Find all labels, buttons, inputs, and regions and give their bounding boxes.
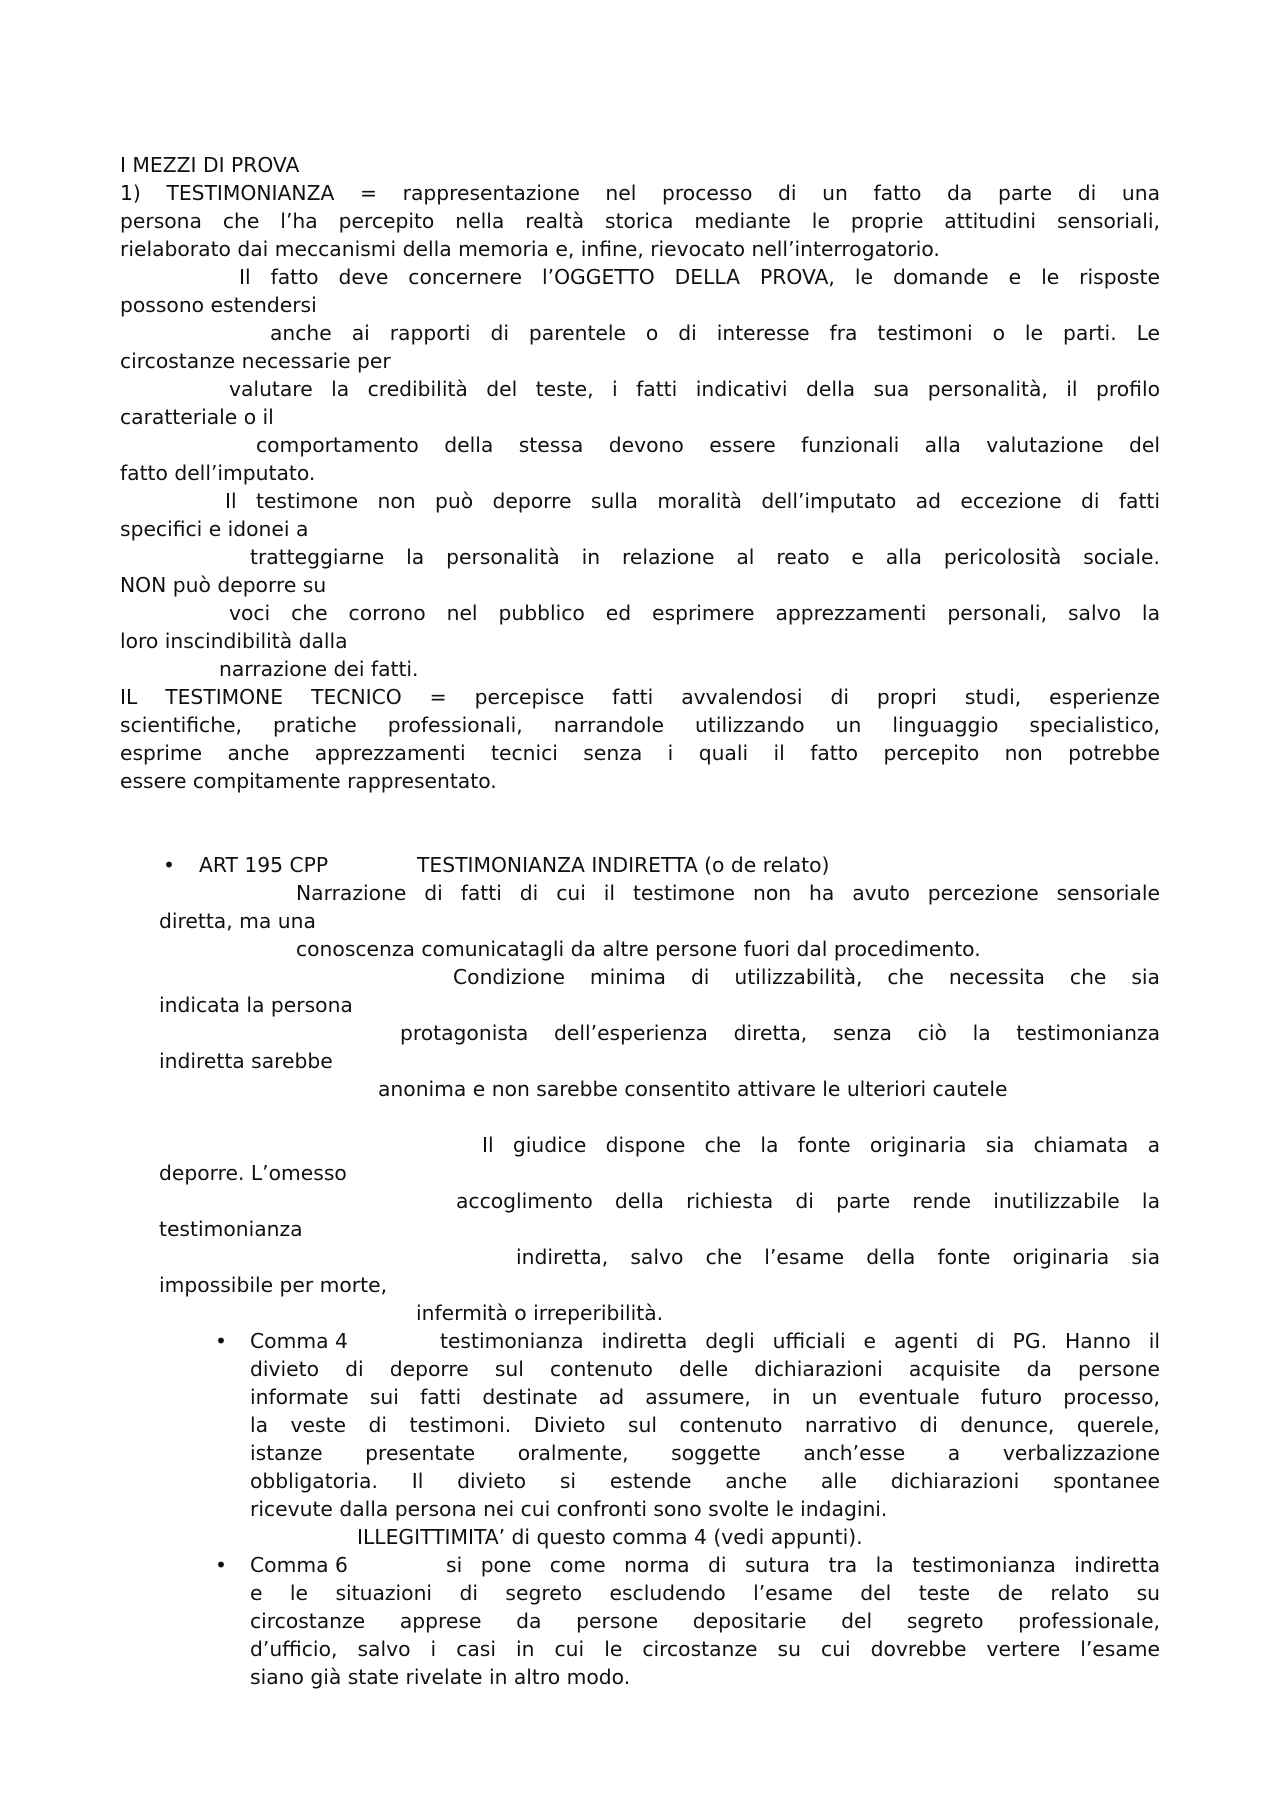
text-line: persona che l’ha percepito nella realtà storica mediante le proprie attitudini sensoriali, (120, 209, 1160, 233)
text-line: Narrazione di fatti di cui il testimone non ha avuto percezione sensoriale (296, 881, 1160, 905)
text-line: comportamento della stessa devono essere funzionali alla valutazione del (256, 433, 1160, 457)
blank-line (120, 795, 1160, 823)
bullet-label: Comma 4 (250, 1329, 348, 1353)
text-line: IL TESTIMONE TECNICO = percepisce fatti avvalendosi di propri studi, esperienze (120, 685, 1160, 709)
text-line: Il fatto deve concernere l’OGGETTO DELLA PROVA, le domande e le risposte (239, 265, 1160, 289)
text-line: anonima e non sarebbe consentito attivare le ulteriori cautele (378, 1077, 1008, 1101)
text-line: rielaborato dai meccanismi della memoria e, infine, rievocato nell’interrogatorio. (120, 237, 940, 261)
text-line: la veste di testimoni. Divieto sul contenuto narrativo di denunce, querele, (250, 1413, 1160, 1437)
text-line: ILLEGITTIMITA’ di questo comma 4 (vedi appunti). (357, 1525, 863, 1549)
text-line: Condizione minima di utilizzabilità, che necessita che sia (453, 965, 1160, 989)
text-line: scientifiche, pratiche professionali, narrandole utilizzando un linguaggio specialistico, (120, 713, 1160, 737)
text-line: diretta, ma una (159, 909, 316, 933)
text-line: ricevute dalla persona nei cui confronti sono svolte le indagini. (250, 1497, 888, 1521)
text-line: accoglimento della richiesta di parte rende inutilizzabile la (456, 1189, 1160, 1213)
text-line: caratteriale o il (120, 405, 274, 429)
text-line: specifici e idonei a (120, 517, 309, 541)
bullet-item (0, 1551, 1160, 1579)
text-line: valutare la credibilità del teste, i fatti indicativi della sua personalità, il profilo (229, 377, 1160, 401)
bullet-label: Comma 6 (250, 1553, 348, 1577)
text-line: testimonianza (159, 1217, 303, 1241)
text-line: Il giudice dispone che la fonte originaria sia chiamata a (482, 1133, 1160, 1157)
bullet-icon: • (215, 1329, 227, 1353)
bullet-item (0, 1327, 1160, 1355)
text-line: loro inscindibilità dalla (120, 629, 348, 653)
bullet-icon: • (215, 1553, 227, 1577)
text-line: possono estendersi (120, 293, 317, 317)
text-line: indiretta, salvo che l’esame della fonte originaria sia (516, 1245, 1160, 1269)
text-line: tratteggiarne la personalità in relazione al reato e alla pericolosità sociale. (250, 545, 1160, 569)
text-line: impossibile per morte, (159, 1273, 388, 1297)
document-page (0, 151, 1280, 1691)
text-line: essere compitamente rappresentato. (120, 769, 497, 793)
blank-line (120, 1103, 1160, 1131)
text-line: protagonista dell’esperienza diretta, senza ciò la testimonianza (400, 1021, 1160, 1045)
text-line: anche ai rapporti di parentele o di interesse fra testimoni o le parti. Le (270, 321, 1160, 345)
bullet-text: testimonianza indiretta degli ufficiali e agenti di PG. Hanno il (440, 1329, 1160, 1353)
text-line: 1) TESTIMONIANZA = rappresentazione nel processo di un fatto da parte di una (120, 181, 1160, 205)
bullet-label: ART 195 CPP (199, 853, 329, 877)
text-line: NON può deporre su (120, 573, 327, 597)
bullet-text: si pone come norma di sutura tra la testimonianza indiretta (446, 1553, 1160, 1577)
text-line: fatto dell’imputato. (120, 461, 316, 485)
text-line: voci che corrono nel pubblico ed esprimere apprezzamenti personali, salvo la (229, 601, 1160, 625)
text-line: deporre. L’omesso (159, 1161, 347, 1185)
text-line: e le situazioni di segreto escludendo l’esame del teste de relato su (250, 1581, 1160, 1605)
text-line: conoscenza comunicatagli da altre persone fuori dal procedimento. (296, 937, 981, 961)
text-line: circostanze apprese da persone depositarie del segreto professionale, (250, 1609, 1160, 1633)
text-line: infermità o irreperibilità. (416, 1301, 664, 1325)
text-line: obbligatoria. Il divieto si estende anche alle dichiarazioni spontanee (250, 1469, 1160, 1493)
text-line: narrazione dei fatti. (219, 657, 419, 681)
blank-line (120, 823, 1160, 851)
bullet-item (0, 851, 1160, 879)
text-line: istanze presentate oralmente, soggette anch’esse a verbalizzazione (250, 1441, 1160, 1465)
text-line: esprime anche apprezzamenti tecnici senza i quali il fatto percepito non potrebbe (120, 741, 1160, 765)
text-line: circostanze necessarie per (120, 349, 391, 373)
text-line: indicata la persona (159, 993, 353, 1017)
bullet-text: TESTIMONIANZA INDIRETTA (o de relato) (417, 853, 830, 877)
text-line: d’ufficio, salvo i casi in cui le circostanze su cui dovrebbe vertere l’esame (250, 1637, 1160, 1661)
text-line: divieto di deporre sul contenuto delle dichiarazioni acquisite da persone (250, 1357, 1160, 1381)
page-title: I MEZZI DI PROVA (120, 153, 300, 177)
bullet-icon: • (163, 853, 175, 877)
text-line: indiretta sarebbe (159, 1049, 333, 1073)
text-line: informate sui fatti destinate ad assumere, in un eventuale futuro processo, (250, 1385, 1160, 1409)
text-line: siano già state rivelate in altro modo. (250, 1665, 631, 1689)
text-line: Il testimone non può deporre sulla moralità dell’imputato ad eccezione di fatti (225, 489, 1160, 513)
